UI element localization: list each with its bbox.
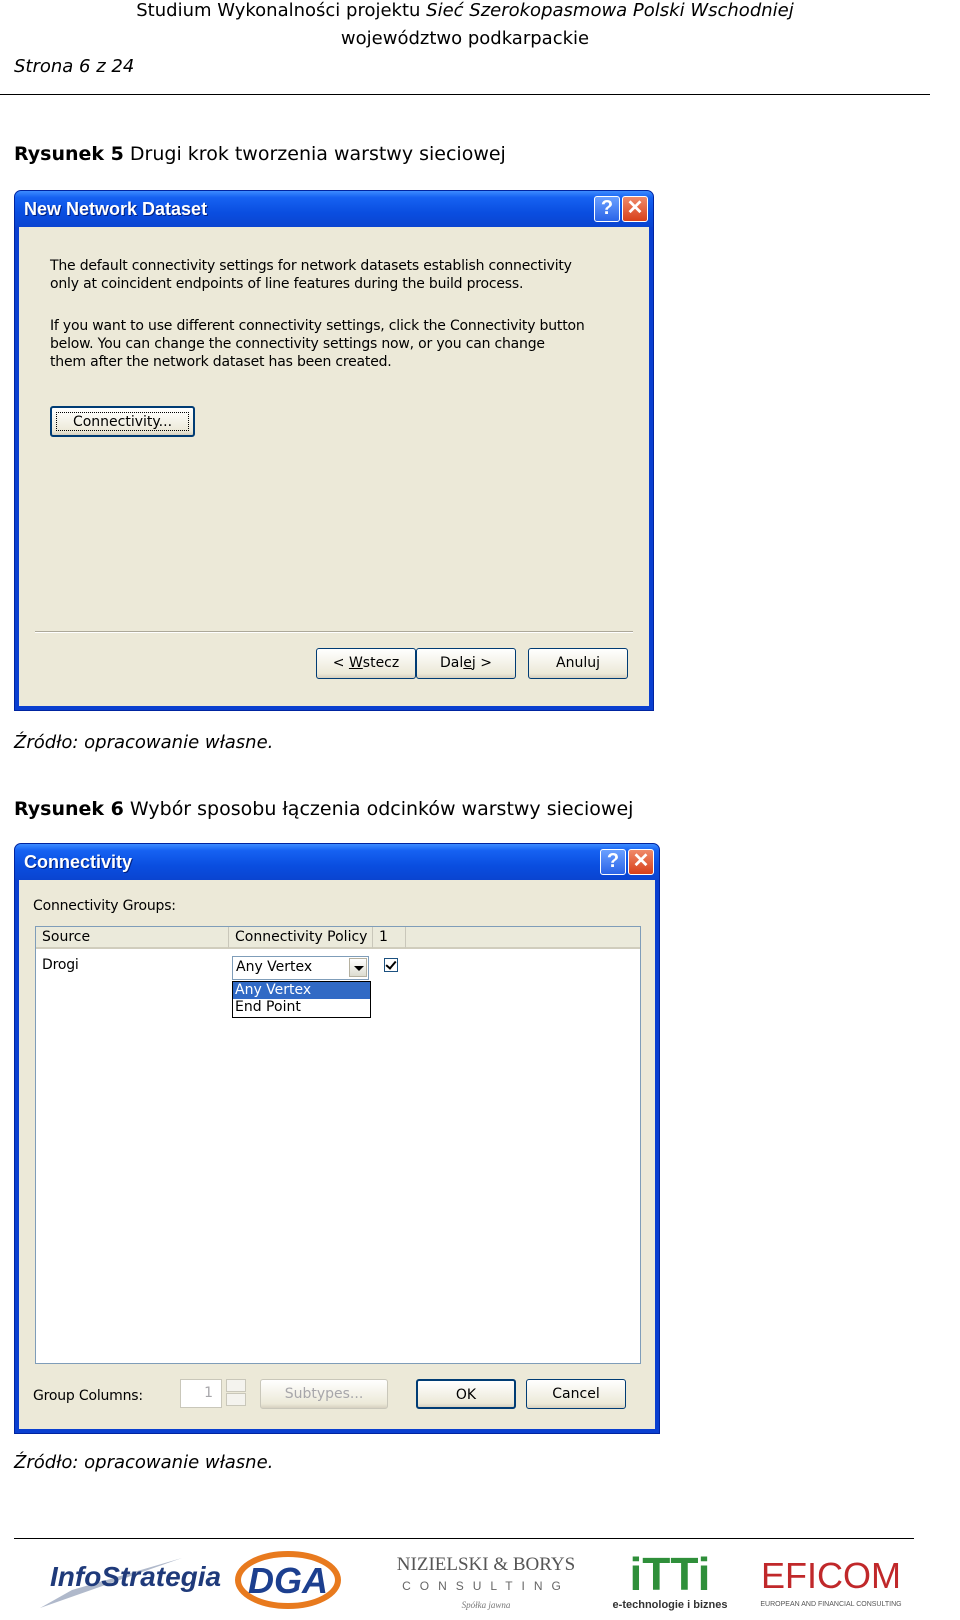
next-button-label: j > <box>471 655 492 671</box>
figure5-caption-text: Drugi krok tworzenia warstwy sieciowej <box>123 143 506 165</box>
document-region: województwo podkarpackie <box>340 28 590 49</box>
column-header-empty <box>406 927 640 949</box>
connectivity-groups-list[interactable] <box>35 926 641 1364</box>
infostrategia-logo-graphic <box>32 1548 222 1612</box>
dga-logo <box>228 1548 348 1612</box>
connectivity-button[interactable] <box>50 406 195 437</box>
connectivity-dialog <box>14 843 660 1434</box>
spinner-up-icon[interactable] <box>226 1379 246 1392</box>
group-1-checkbox[interactable] <box>384 958 398 972</box>
help-icon[interactable]: ? <box>594 196 620 222</box>
footer-rule <box>14 1538 914 1539</box>
document-title <box>0 0 930 22</box>
back-button-accesskey: W <box>348 655 363 671</box>
intro-paragraph <box>50 257 572 293</box>
document-title-plain: Studium Wykonalności projektu <box>136 0 427 21</box>
next-button-label: Dal <box>440 655 464 671</box>
eficom-logo <box>756 1548 906 1612</box>
subtypes-button[interactable] <box>260 1379 388 1409</box>
logo-text: CONSULTING <box>402 1579 570 1593</box>
dialog-title: New Network Dataset <box>24 199 208 219</box>
figure5-label: Rysunek 5 <box>14 143 124 165</box>
figure6-caption-text: Wybór sposobu łączenia odcinków warstwy sieciowej <box>123 798 634 820</box>
dialog-client-area <box>19 880 655 1429</box>
dialog-title: Connectivity <box>24 852 133 872</box>
logo-text: InfoStrategia <box>50 1561 222 1592</box>
connectivity-policy-dropdown[interactable] <box>232 981 371 1018</box>
nizielski-borys-logo-graphic <box>386 1548 586 1612</box>
itti-logo <box>606 1548 736 1612</box>
dropdown-option-any-vertex[interactable]: Any Vertex <box>233 982 370 999</box>
logo-text: iTTi <box>629 1548 711 1600</box>
group-columns-input[interactable]: 1 <box>180 1379 222 1408</box>
dropdown-option-end-point[interactable]: End Point <box>235 999 301 1015</box>
infostrategia-logo <box>32 1548 222 1612</box>
group-columns-spinner[interactable] <box>226 1379 246 1407</box>
cancel-button-label: Anuluj <box>556 655 600 671</box>
column-header-source[interactable]: Source <box>36 927 229 949</box>
figure6-label: Rysunek 6 <box>14 798 124 820</box>
instruction-paragraph <box>50 317 585 371</box>
instruction-line: below. You can change the connectivity settings now, or you can change <box>50 336 545 352</box>
logo-text: Spółka jawna <box>461 1600 511 1610</box>
group-columns-label: Group Columns: <box>33 1388 143 1404</box>
itti-logo-graphic <box>606 1548 736 1612</box>
logo-text: e-technologie i biznes <box>612 1599 728 1611</box>
instruction-line: If you want to use different connectivity settings, click the Connectivity button <box>50 318 585 334</box>
row-source-cell[interactable]: Drogi <box>42 957 79 973</box>
logo-text: EUROPEAN AND FINANCIAL CONSULTING <box>760 1601 902 1608</box>
dialog-client-area <box>19 227 649 706</box>
chevron-down-icon[interactable] <box>349 958 367 977</box>
back-button[interactable] <box>316 648 416 679</box>
close-icon[interactable]: ✕ <box>628 849 654 875</box>
intro-line: only at coincident endpoints of line features during the build process. <box>50 276 524 292</box>
dga-logo-graphic <box>228 1548 348 1612</box>
eficom-logo-graphic <box>756 1548 906 1612</box>
connectivity-policy-value: Any Vertex <box>236 959 313 975</box>
back-button-label: < <box>332 655 349 671</box>
new-network-dataset-dialog <box>14 190 654 711</box>
connectivity-policy-combo[interactable] <box>232 956 369 980</box>
figure6-source: Źródło: opracowanie własne. <box>14 1452 274 1473</box>
dialog-titlebar <box>15 191 653 227</box>
spinner-down-icon[interactable] <box>226 1393 246 1406</box>
dialog-titlebar <box>15 844 659 880</box>
next-button[interactable] <box>416 648 516 679</box>
column-header-connectivity-policy[interactable]: Connectivity Policy <box>229 927 373 949</box>
figure6-caption <box>14 797 633 821</box>
cancel-button-label: Cancel <box>552 1386 600 1402</box>
cancel-button[interactable] <box>526 1379 626 1409</box>
logo-text: DGA <box>248 1560 328 1601</box>
logo-text: NIZIELSKI & BORYS <box>396 1554 576 1575</box>
next-button-accesskey: e <box>463 655 472 671</box>
nizielski-borys-logo <box>386 1548 586 1612</box>
close-icon[interactable]: ✕ <box>622 196 648 222</box>
subtypes-button-label: Subtypes... <box>284 1386 364 1402</box>
cancel-button[interactable] <box>528 648 628 679</box>
figure5-caption <box>14 142 506 166</box>
back-button-label: stecz <box>362 655 400 671</box>
connectivity-groups-label: Connectivity Groups: <box>33 898 176 914</box>
ok-button[interactable] <box>416 1379 516 1409</box>
separator <box>35 631 633 633</box>
connectivity-button-label: Connectivity... <box>72 414 173 430</box>
page-number: Strona 6 z 24 <box>14 56 135 77</box>
logo-text: EFICOM <box>761 1555 901 1596</box>
header-rule <box>0 94 930 95</box>
ok-button-label: OK <box>455 1387 477 1403</box>
intro-line: The default connectivity settings for network datasets establish connectivity <box>50 258 572 274</box>
instruction-line: them after the network dataset has been created. <box>50 354 392 370</box>
document-title-italic: Sieć Szerokopasmowa Polski Wschodniej <box>426 0 794 21</box>
help-icon[interactable]: ? <box>600 849 626 875</box>
figure5-source: Źródło: opracowanie własne. <box>14 732 274 753</box>
column-header-group-1[interactable]: 1 <box>373 927 406 949</box>
focus-rectangle <box>56 412 189 431</box>
